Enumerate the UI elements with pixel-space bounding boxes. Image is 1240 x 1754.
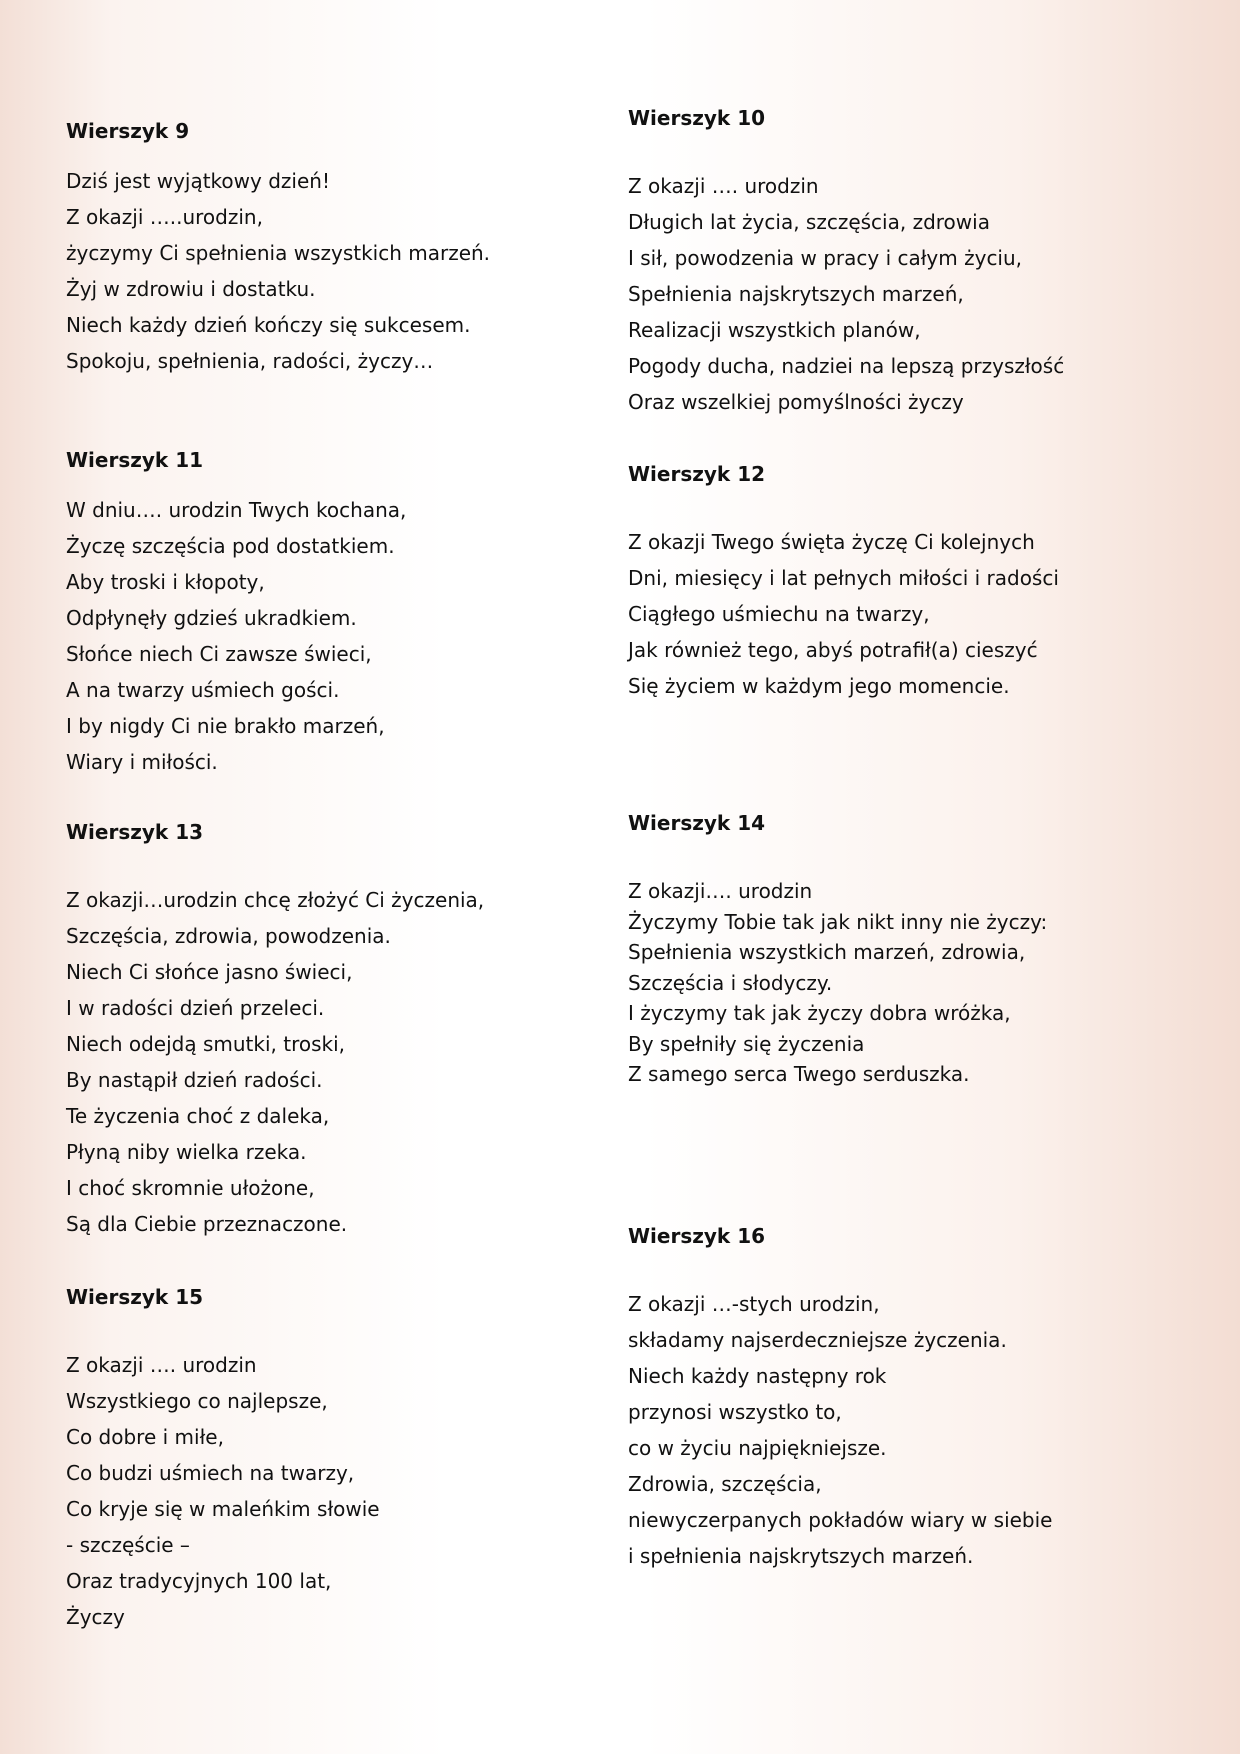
poem-line: Oraz wszelkiej pomyślności życzy xyxy=(628,390,964,414)
poem-line: By spełniły się życzenia xyxy=(628,1031,865,1056)
poem-lines xyxy=(628,168,1148,420)
poem-lines xyxy=(66,882,586,1242)
poem-title: Wierszyk 14 xyxy=(628,811,766,835)
poem-lines xyxy=(66,163,586,379)
poem-line: Niech Ci słońce jasno świeci, xyxy=(66,960,353,984)
poem-title: Wierszyk 16 xyxy=(628,1224,766,1248)
poem-line: Pogody ducha, nadziei na lepszą przyszłość xyxy=(628,354,1065,378)
poem-line: Życzymy Tobie tak jak nikt inny nie życzy: xyxy=(628,909,1048,934)
poem-line: niewyczerpanych pokładów wiary w siebie xyxy=(628,1508,1053,1532)
poem-line: Aby troski i kłopoty, xyxy=(66,570,265,594)
poem-line: Niech każdy następny rok xyxy=(628,1364,887,1388)
poem-line: By nastąpił dzień radości. xyxy=(66,1068,323,1092)
poem-line: Z okazji…. urodzin xyxy=(628,879,813,903)
poem-line: Co kryje się w maleńkim słowie xyxy=(66,1497,380,1521)
poem-line: Co budzi uśmiech na twarzy, xyxy=(66,1461,355,1485)
poem-line: Z okazji …. urodzin xyxy=(628,174,819,198)
poem-title: Wierszyk 13 xyxy=(66,820,204,844)
poem-line: Z okazji …. urodzin xyxy=(66,1353,257,1377)
poem-line: Wszystkiego co najlepsze, xyxy=(66,1389,328,1413)
poem-line: I życzymy tak jak życzy dobra wróżka, xyxy=(628,1001,1011,1025)
poem-15 xyxy=(66,1283,586,1635)
poem-9 xyxy=(66,117,586,379)
poem-lines xyxy=(66,1347,586,1635)
poem-line: Z okazji Twego święta życzę Ci kolejnych xyxy=(628,530,1035,554)
poem-line: Dziś jest wyjątkowy dzień! xyxy=(66,169,330,193)
poem-line: Z okazji …-stych urodzin, xyxy=(628,1292,880,1316)
poem-line: Jak również tego, abyś potrafił(a) cieszyć xyxy=(628,638,1038,662)
poem-line: - szczęście – xyxy=(66,1533,190,1557)
poem-line: Szczęścia, zdrowia, powodzenia. xyxy=(66,924,391,948)
poem-lines xyxy=(66,492,586,780)
poem-line: Realizacji wszystkich planów, xyxy=(628,318,921,342)
poem-line: Spokoju, spełnienia, radości, życzy… xyxy=(66,349,434,373)
poem-lines xyxy=(628,524,1148,704)
poem-line: I sił, powodzenia w pracy i całym życiu, xyxy=(628,246,1023,270)
poem-title: Wierszyk 15 xyxy=(66,1285,204,1309)
poem-line: Słońce niech Ci zawsze świeci, xyxy=(66,642,372,666)
poem-line: Oraz tradycyjnych 100 lat, xyxy=(66,1569,332,1593)
poem-title: Wierszyk 10 xyxy=(628,106,766,130)
poem-line: A na twarzy uśmiech gości. xyxy=(66,678,340,702)
poem-line: Niech każdy dzień kończy się sukcesem. xyxy=(66,313,471,337)
poem-16 xyxy=(628,1222,1148,1574)
poem-12 xyxy=(628,460,1148,704)
poem-line: Się życiem w każdym jego momencie. xyxy=(628,674,1010,698)
poem-title: Wierszyk 12 xyxy=(628,462,766,486)
poem-line: Szczęścia i słodyczy. xyxy=(628,970,833,995)
poem-line: co w życiu najpiękniejsze. xyxy=(628,1436,887,1460)
poem-line: życzymy Ci spełnienia wszystkich marzeń. xyxy=(66,241,491,265)
poem-line: Żyj w zdrowiu i dostatku. xyxy=(66,277,316,301)
poem-line: Wiary i miłości. xyxy=(66,750,218,774)
poem-14 xyxy=(628,809,1148,1090)
poem-line: Zdrowia, szczęścia, xyxy=(628,1472,822,1496)
poem-line: Płyną niby wielka rzeka. xyxy=(66,1140,307,1164)
poem-10 xyxy=(628,104,1148,420)
poem-line: I w radości dzień przeleci. xyxy=(66,996,325,1020)
poem-line: Długich lat życia, szczęścia, zdrowia xyxy=(628,210,990,234)
poem-line: Niech odejdą smutki, troski, xyxy=(66,1032,346,1056)
poem-line: Życzy xyxy=(66,1605,125,1629)
poem-lines xyxy=(628,1286,1148,1574)
poem-line: Są dla Ciebie przeznaczone. xyxy=(66,1212,348,1236)
poem-title: Wierszyk 9 xyxy=(66,119,190,143)
poem-line: Z okazji…urodzin chcę złożyć Ci życzenia, xyxy=(66,888,485,912)
poem-line: Odpłynęły gdzieś ukradkiem. xyxy=(66,606,357,630)
poem-line: i spełnienia najskrytszych marzeń. xyxy=(628,1544,974,1568)
poem-line: W dniu…. urodzin Twych kochana, xyxy=(66,498,407,522)
poem-line: Te życzenia choć z daleka, xyxy=(66,1104,330,1128)
poem-lines xyxy=(628,876,1148,1090)
poem-line: Ciągłego uśmiechu na twarzy, xyxy=(628,602,930,626)
poem-title: Wierszyk 11 xyxy=(66,448,204,472)
poem-line: I choć skromnie ułożone, xyxy=(66,1176,315,1200)
poem-line: Spełnienia najskrytszych marzeń, xyxy=(628,282,964,306)
poem-line: Spełnienia wszystkich marzeń, zdrowia, xyxy=(628,940,1026,964)
poem-line: składamy najserdeczniejsze życzenia. xyxy=(628,1328,1007,1352)
poem-line: Życzę szczęścia pod dostatkiem. xyxy=(66,534,395,558)
poem-line: Z okazji …..urodzin, xyxy=(66,205,263,229)
poem-line: przynosi wszystko to, xyxy=(628,1400,842,1424)
poem-11 xyxy=(66,446,586,780)
poem-line: I by nigdy Ci nie brakło marzeń, xyxy=(66,714,385,738)
poem-line: Co dobre i miłe, xyxy=(66,1425,224,1449)
poem-13 xyxy=(66,818,586,1242)
poem-line: Z samego serca Twego serduszka. xyxy=(628,1062,970,1086)
poem-line: Dni, miesięcy i lat pełnych miłości i radości xyxy=(628,566,1059,590)
